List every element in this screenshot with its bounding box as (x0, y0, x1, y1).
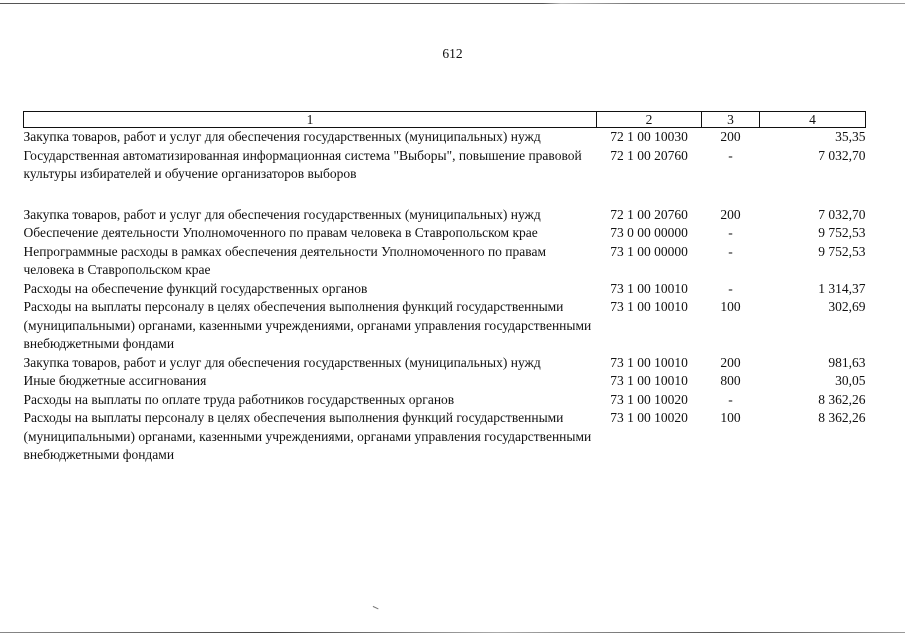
row-code: 73 1 00 00000 (610, 243, 688, 259)
row-amount: 30,05 (835, 373, 866, 388)
row-amount: 302,69 (828, 299, 866, 314)
row-expense-type: - (728, 391, 733, 407)
table-row (24, 206, 866, 225)
column-header-3: 3 (702, 112, 760, 128)
header-row (24, 112, 866, 128)
table-row (24, 298, 866, 354)
row-code: 72 1 00 10030 (610, 129, 688, 144)
row-amount: 8 362,26 (818, 391, 866, 407)
budget-table (23, 111, 866, 465)
table-row (24, 409, 866, 465)
table-row (24, 128, 866, 147)
table-row (24, 224, 866, 243)
row-expense-type: - (728, 147, 733, 163)
row-amount: 8 362,26 (818, 410, 866, 425)
column-header-2: 2 (597, 112, 702, 128)
table-row (24, 354, 866, 373)
row-code: 73 1 00 10020 (610, 410, 688, 425)
row-expense-type: 200 (720, 354, 741, 370)
row-expense-type: 100 (720, 410, 741, 425)
page-number: 612 (442, 46, 463, 61)
table-row (24, 147, 866, 184)
row-amount: 35,35 (835, 129, 866, 144)
row-code: 73 1 00 10020 (610, 391, 688, 407)
row-name: Расходы на выплаты персоналу в целях обеспечения выполнения функций государственными (муниципальными) органами, казенными учреждениями, органами управления государственными внебюджетными фондами (23, 410, 592, 462)
spacer-row (24, 184, 866, 206)
row-name: Иные бюджетные ассигнования (23, 373, 207, 388)
column-header-4: 4 (760, 112, 866, 128)
row-code: 73 1 00 10010 (610, 280, 688, 296)
row-expense-type: - (728, 243, 733, 259)
scan-speck (371, 606, 378, 612)
row-code: 73 0 00 00000 (610, 225, 688, 240)
row-amount: 1 314,37 (818, 280, 866, 296)
scan-edge-bottom (0, 632, 905, 633)
table-row (24, 280, 866, 299)
row-name: Государственная автоматизированная информационная система "Выборы", повышение правовой культуры избирателей и обучение организаторов выборов (23, 147, 582, 181)
row-name: Расходы на выплаты персоналу в целях обеспечения выполнения функций государственными (муниципальными) органами, казенными учреждениями, органами управления государственными внебюджетными фондами (23, 299, 592, 351)
row-amount: 9 752,53 (818, 225, 866, 240)
row-expense-type: - (728, 225, 733, 240)
row-name: Закупка товаров, работ и услуг для обеспечения государственных (муниципальных) нужд (23, 354, 541, 370)
row-amount: 9 752,53 (818, 243, 866, 259)
row-code: 72 1 00 20760 (610, 206, 688, 222)
row-expense-type: 800 (720, 373, 741, 388)
row-name: Обеспечение деятельности Уполномоченного по правам человека в Ставропольском крае (23, 225, 538, 240)
row-code: 73 1 00 10010 (610, 373, 688, 388)
table-row (24, 243, 866, 280)
table-row (24, 391, 866, 410)
column-header-1: 1 (24, 112, 597, 128)
row-amount: 7 032,70 (818, 147, 866, 163)
row-name: Закупка товаров, работ и услуг для обеспечения государственных (муниципальных) нужд (23, 129, 541, 144)
row-code: 73 1 00 10010 (610, 299, 688, 314)
row-name: Расходы на обеспечение функций государственных органов (23, 280, 368, 296)
row-code: 72 1 00 20760 (610, 147, 688, 163)
row-amount: 981,63 (828, 354, 866, 370)
row-expense-type: 200 (720, 206, 741, 222)
row-code: 73 1 00 10010 (610, 354, 688, 370)
row-name: Расходы на выплаты по оплате труда работников государственных органов (23, 391, 455, 407)
row-expense-type: - (728, 280, 733, 296)
table-row (24, 372, 866, 391)
spacer-cell (24, 184, 866, 206)
row-expense-type: 200 (720, 129, 741, 144)
scan-edge-top (0, 3, 905, 4)
row-name: Закупка товаров, работ и услуг для обеспечения государственных (муниципальных) нужд (23, 206, 541, 222)
row-expense-type: 100 (720, 299, 741, 314)
row-amount: 7 032,70 (818, 206, 866, 222)
row-name: Непрограммные расходы в рамках обеспечения деятельности Уполномоченного по правам человека в Ставропольском крае (23, 243, 546, 277)
